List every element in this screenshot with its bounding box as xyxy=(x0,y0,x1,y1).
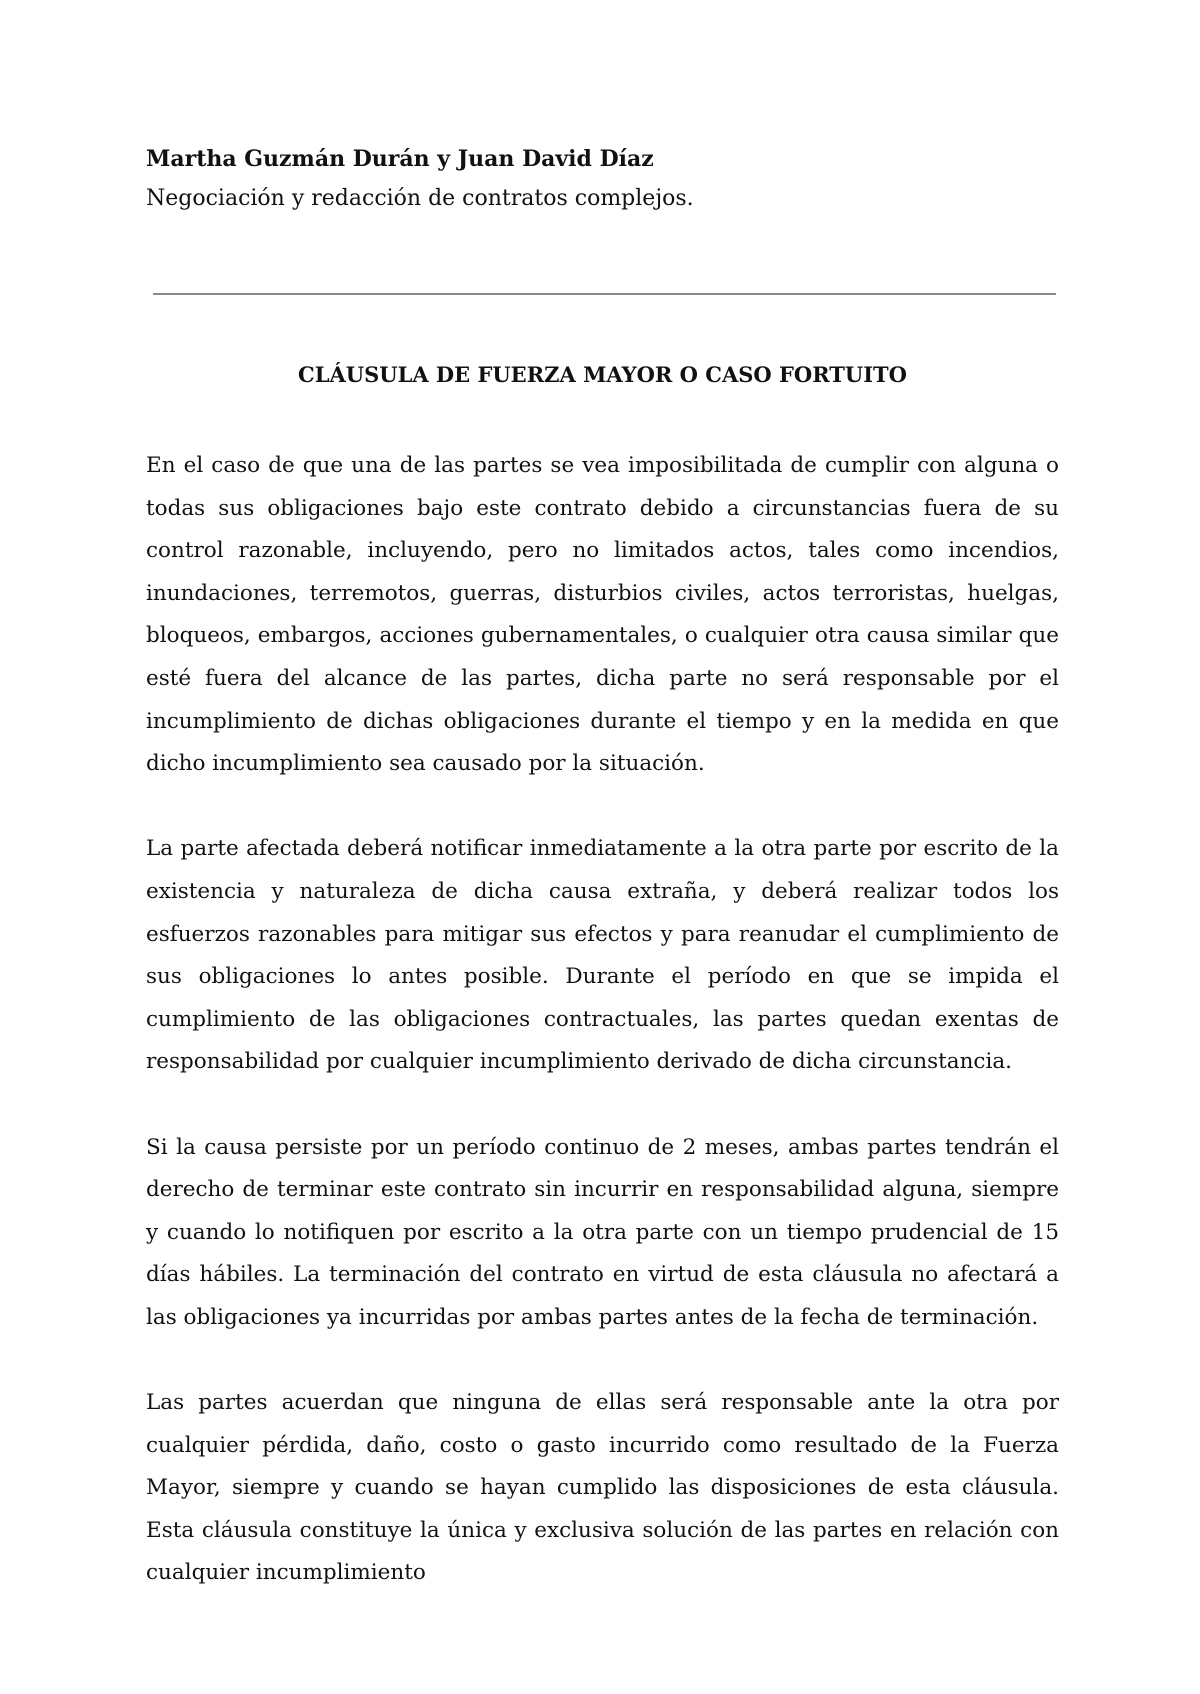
clause-body xyxy=(146,445,1059,1638)
paragraph-4: Las partes acuerdan que ninguna de ellas será responsable ante la otra por cualquier pérdida, daño, costo o gasto incurrido como resultado de la Fuerza Mayor, siempre y cuando se hayan cumplido las disposiciones de esta cláusula. Esta cláusula constituye la única y exclusiva solución de las partes en relación con cualquier incumplimiento xyxy=(146,1390,1059,1586)
paragraph-2: La parte afectada deberá notificar inmediatamente a la otra parte por escrito de la existencia y naturaleza de dicha causa extraña, y deberá realizar todos los esfuerzos razonables para mitigar sus efectos y para reanudar el cumplimiento de sus obligaciones lo antes posible. Durante el período en que se impida el cumplimiento de las obligaciones contractuales, las partes quedan exentas de responsabilidad por cualquier incumplimiento derivado de dicha circunstancia. xyxy=(146,836,1059,1075)
horizontal-divider xyxy=(153,293,1056,295)
clause-title: CLÁUSULA DE FUERZA MAYOR O CASO FORTUITO xyxy=(298,362,907,387)
document-header xyxy=(146,144,1066,224)
paragraph-1: En el caso de que una de las partes se vea imposibilitada de cumplir con alguna o todas sus obligaciones bajo este contrato debido a circunstancias fuera de su control razonable, incluyendo, pero no limitados actos, tales como incendios, inundaciones, terremotos, guerras, disturbios civiles, actos terroristas, huelgas, bloqueos, embargos, acciones gubernamentales, o cualquier otra causa similar que esté fuera del alcance de las partes, dicha parte no será responsable por el incumplimiento de dichas obligaciones durante el tiempo y en la medida en que dicho incumplimiento sea causado por la situación. xyxy=(146,453,1059,777)
authors-line: Martha Guzmán Durán y Juan David Díaz xyxy=(146,146,654,172)
paragraph-3: Si la causa persiste por un período continuo de 2 meses, ambas partes tendrán el derecho de terminar este contrato sin incurrir en responsabilidad alguna, siempre y cuando lo notifiquen por escrito a la otra parte con un tiempo prudencial de 15 días hábiles. La terminación del contrato en virtud de esta cláusula no afectará a las obligaciones ya incurridas por ambas partes antes de la fecha de terminación. xyxy=(146,1134,1059,1330)
subtitle-line: Negociación y redacción de contratos complejos. xyxy=(146,186,694,211)
